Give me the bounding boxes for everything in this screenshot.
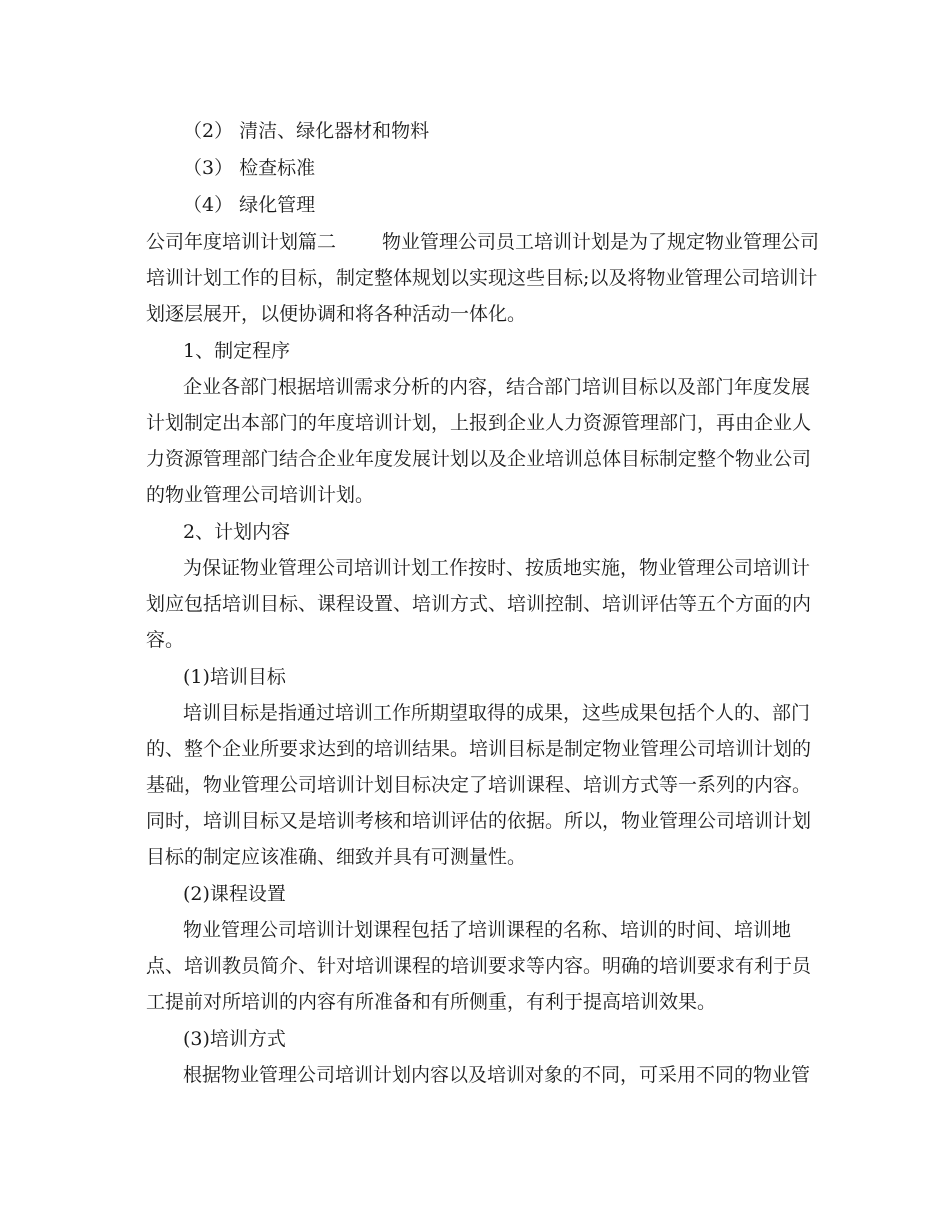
paragraph-line: 同时，培训目标又是培训考核和培训评估的依据。所以，物业管理公司培训计划 xyxy=(146,810,812,832)
list-item: （3） 检查标准 xyxy=(183,157,316,179)
list-item: （2） 清洁、绿化器材和物料 xyxy=(183,120,430,142)
paragraph-line: 培训计划工作的目标，制定整体规划以实现这些目标;以及将物业管理公司培训计 xyxy=(146,267,818,289)
subsection-heading: (3)培训方式 xyxy=(183,1028,286,1050)
section-title: 公司年度培训计划篇二 xyxy=(146,231,337,253)
section-heading: 2、计划内容 xyxy=(183,521,291,543)
paragraph-line: 容。 xyxy=(146,629,185,651)
paragraph-line: 企业各部门根据培训需求分析的内容，结合部门培训目标以及部门年度发展 xyxy=(183,376,811,398)
paragraph-line: 根据物业管理公司培训计划内容以及培训对象的不同，可采用不同的物业管 xyxy=(183,1064,811,1086)
paragraph-line: 力资源管理部门结合企业年度发展计划以及企业培训总体目标制定整个物业公司 xyxy=(146,448,812,470)
paragraph-line: 培训目标是指通过培训工作所期望取得的成果，这些成果包括个人的、部门 xyxy=(183,702,811,724)
paragraph-line: 工提前对所培训的内容有所准备和有所侧重，有利于提高培训效果。 xyxy=(146,991,717,1013)
section-heading: 1、制定程序 xyxy=(183,340,291,362)
subsection-heading: (1)培训目标 xyxy=(183,666,286,688)
paragraph-line: 为保证物业管理公司培训计划工作按时、按质地实施，物业管理公司培训计 xyxy=(183,557,811,579)
paragraph-line xyxy=(146,230,819,254)
paragraph-line: 的物业管理公司培训计划。 xyxy=(146,484,375,506)
paragraph-line: 计划制定出本部门的年度培训计划，上报到企业人力资源管理部门，再由企业人 xyxy=(146,412,812,434)
paragraph-line: 物业管理公司培训计划课程包括了培训课程的名称、培训的时间、培训地 xyxy=(183,919,792,941)
paragraph-line: 划逐层展开，以便协调和将各种活动一体化。 xyxy=(146,303,527,325)
paragraph-line: 目标的制定应该准确、细致并具有可测量性。 xyxy=(146,846,527,868)
paragraph-line: 的、整个企业所要求达到的培训结果。培训目标是制定物业管理公司培训计划的 xyxy=(146,738,812,760)
paragraph-line: 点、培训教员简介、针对培训课程的培训要求等内容。明确的培训要求有利于员 xyxy=(146,955,812,977)
subsection-heading: (2)课程设置 xyxy=(183,883,286,905)
paragraph-line: 划应包括培训目标、课程设置、培训方式、培训控制、培训评估等五个方面的内 xyxy=(146,593,812,615)
list-item: （4） 绿化管理 xyxy=(183,194,316,216)
paragraph-text: 物业管理公司员工培训计划是为了规定物业管理公司 xyxy=(382,231,820,253)
paragraph-line: 基础，物业管理公司培训计划目标决定了培训课程、培训方式等一系列的内容。 xyxy=(146,774,812,796)
